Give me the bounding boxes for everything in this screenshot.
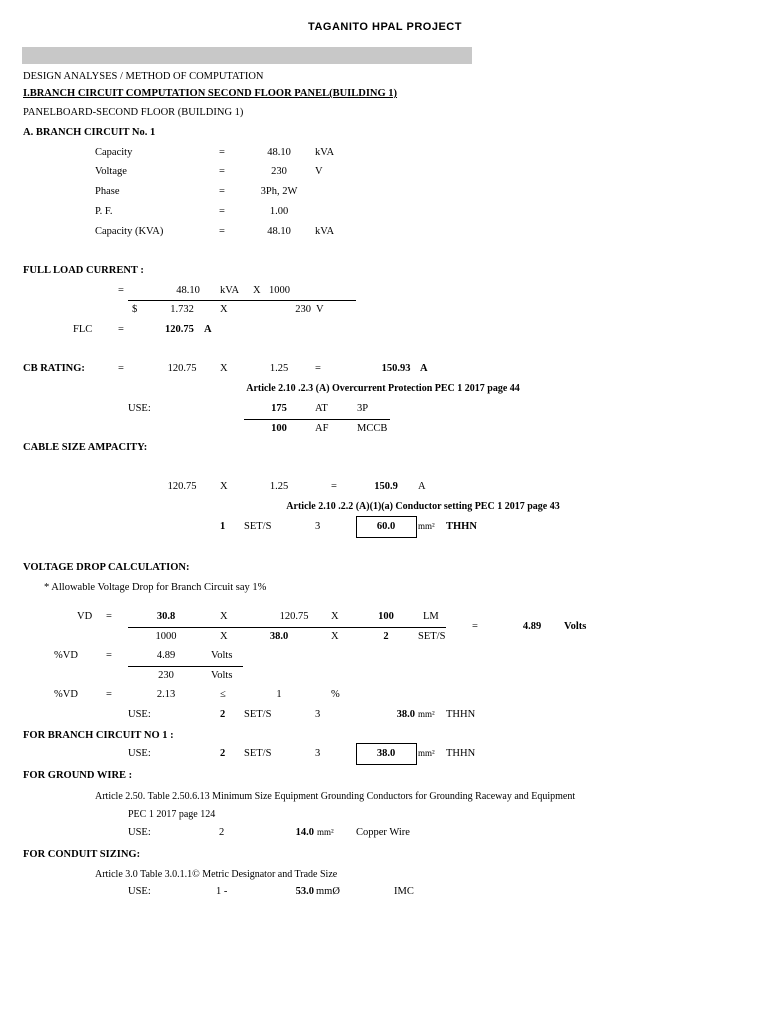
final-use-label: USE: — [128, 748, 151, 759]
vd-x2: X — [331, 611, 339, 622]
flc-den-unit: V — [316, 304, 324, 315]
pct2-eq: = — [106, 689, 112, 700]
pct-num: 4.89 — [156, 650, 176, 661]
cb-flc: 120.75 — [167, 363, 197, 374]
vd-dx1: X — [220, 631, 228, 642]
spec-unit: kVA — [315, 147, 335, 158]
cb-eq2: = — [315, 363, 321, 374]
spec-value: 48.10 — [267, 147, 291, 158]
section-header: DESIGN ANALYSES / METHOD OF COMPUTATION — [23, 71, 264, 82]
spec-eq: = — [219, 166, 225, 177]
spec-unit: V — [315, 166, 323, 177]
header-bar — [22, 47, 472, 64]
vd-n3-unit: LM — [423, 611, 439, 622]
fraction-line — [128, 300, 356, 301]
cable-heading: CABLE SIZE AMPACITY: — [23, 442, 148, 453]
ground-qty: 2 — [219, 827, 225, 838]
conduit-article: Article 3.0 Table 3.0.1.1© Metric Designator and Trade Size — [95, 869, 338, 880]
vd-use-size: 38.0 — [396, 709, 415, 720]
conduit-qty: 1 - — [216, 886, 228, 897]
spec-eq: = — [219, 186, 225, 197]
spec-label: P. F. — [95, 206, 113, 217]
vd-n3: 100 — [378, 611, 394, 622]
panel-name: PANELBOARD-SECOND FLOOR (BUILDING 1) — [23, 107, 244, 118]
spec-unit: kVA — [315, 226, 335, 237]
vd-d3: 2 — [383, 631, 389, 642]
vd-result-unit: Volts — [564, 621, 587, 632]
final-cores: 3 — [315, 748, 321, 759]
cable-size: 60.0 — [376, 521, 396, 532]
flc-result: 120.75 — [165, 324, 194, 335]
vd-use-sets: 2 — [220, 709, 226, 720]
ground-size: 14.0 — [295, 827, 314, 838]
spec-label: Capacity — [95, 147, 133, 158]
conduit-size-unit: mmØ — [316, 886, 340, 897]
cb-eq: = — [118, 363, 124, 374]
cb-article: Article 2.10 .2.3 (A) Overcurrent Protection PEC 1 2017 page 44 — [246, 383, 520, 394]
ground-use-label: USE: — [128, 827, 151, 838]
vd-dx2: X — [331, 631, 339, 642]
vd-d1: 1000 — [155, 631, 177, 642]
spec-label: Capacity (KVA) — [95, 226, 164, 237]
project-title: TAGANITO HPAL PROJECT — [308, 21, 462, 33]
vd-heading: VOLTAGE DROP CALCULATION: — [23, 562, 190, 573]
vd-label: VD — [77, 611, 93, 622]
cb-result: 150.93 — [381, 363, 411, 374]
flc-num-mult: 1000 — [269, 285, 290, 296]
branch-heading: A. BRANCH CIRCUIT No. 1 — [23, 127, 156, 138]
flc-num-x: X — [253, 285, 261, 296]
pct-den-unit: Volts — [211, 670, 233, 681]
cb-result-unit: A — [420, 363, 428, 374]
cb-poles: 3P — [357, 403, 369, 414]
conduit-type: IMC — [394, 886, 414, 897]
cable-cores: 3 — [315, 521, 321, 532]
final-wire: THHN — [446, 748, 476, 759]
pct2-unit: % — [331, 689, 340, 700]
vd-d2: 38.0 — [269, 631, 289, 642]
spec-label: Voltage — [95, 166, 127, 177]
final-sets-unit: SET/S — [244, 748, 272, 759]
conduit-use-label: USE: — [128, 886, 151, 897]
main-title: I.BRANCH CIRCUIT COMPUTATION SECOND FLOOR PANEL(BUILDING 1) — [23, 88, 398, 99]
spec-eq: = — [219, 147, 225, 158]
vd-x1: X — [220, 611, 228, 622]
cable-article: Article 2.10 .2.2 (A)(1)(a) Conductor setting PEC 1 2017 page 43 — [286, 501, 560, 512]
spec-value: 48.10 — [267, 226, 291, 237]
cable-result-unit: A — [418, 481, 426, 492]
spec-eq: = — [219, 206, 225, 217]
pct-den: 230 — [158, 670, 174, 681]
flc-den-value: 1.732 — [170, 304, 194, 315]
cb-af-value: 100 — [271, 423, 287, 434]
cable-factor: 1.25 — [269, 481, 289, 492]
vd-n1: 30.8 — [156, 611, 176, 622]
pct2-label: %VD — [54, 689, 78, 700]
final-sets: 2 — [220, 748, 226, 759]
cb-type: MCCB — [357, 423, 388, 434]
cable-size-unit: mm² — [418, 521, 435, 531]
final-heading: FOR BRANCH CIRCUIT NO 1 : — [23, 730, 174, 741]
pct2-value: 2.13 — [156, 689, 176, 700]
vd-eq3: = — [472, 621, 478, 632]
final-size: 38.0 — [376, 748, 396, 759]
cb-factor: 1.25 — [269, 363, 289, 374]
cable-sets-unit: SET/S — [244, 521, 272, 532]
flc-result-unit: A — [204, 324, 212, 335]
spec-value: 1.00 — [269, 206, 289, 217]
cb-at-unit: AT — [315, 403, 328, 414]
cb-at-value: 175 — [271, 403, 287, 414]
flc-num-value: 48.10 — [176, 285, 200, 296]
cable-sets: 1 — [220, 521, 226, 532]
ground-size-unit: mm² — [317, 827, 334, 837]
vd-use-size-unit: mm² — [418, 709, 435, 719]
spec-value: 3Ph, 2W — [260, 186, 298, 197]
pct-eq: = — [106, 650, 112, 661]
fraction-line — [128, 666, 243, 667]
conduit-size: 53.0 — [295, 886, 314, 897]
ground-heading: FOR GROUND WIRE : — [23, 770, 133, 781]
flc-den-x: X — [220, 304, 228, 315]
vd-eq: = — [106, 611, 112, 622]
spec-label: Phase — [95, 186, 120, 197]
cb-af-unit: AF — [315, 423, 329, 434]
cb-x: X — [220, 363, 228, 374]
cable-wire: THHN — [446, 521, 477, 532]
ground-ref: PEC 1 2017 page 124 — [128, 809, 216, 820]
pct2-limit: 1 — [276, 689, 282, 700]
ground-article: Article 2.50. Table 2.50.6.13 Minimum Size Equipment Grounding Conductors for Grounding Raceway and Equipment — [95, 791, 576, 802]
pct-num-unit: Volts — [211, 650, 233, 661]
flc-den-symbol: $ — [132, 304, 138, 315]
cable-result: 150.9 — [374, 481, 398, 492]
flc-label: FLC — [73, 324, 93, 335]
flc-den-volt: 230 — [295, 304, 311, 315]
cable-eq: = — [331, 481, 337, 492]
vd-d3-unit: SET/S — [418, 631, 446, 642]
spec-eq: = — [219, 226, 225, 237]
vd-n2: 120.75 — [279, 611, 309, 622]
flc-heading: FULL LOAD CURRENT : — [23, 265, 144, 276]
vd-use-label: USE: — [128, 709, 151, 720]
pct2-compare: ≤ — [220, 689, 226, 700]
vd-note: * Allowable Voltage Drop for Branch Circuit say 1% — [44, 582, 267, 593]
cable-x: X — [220, 481, 228, 492]
ground-wire: Copper Wire — [356, 827, 410, 838]
flc-eq2: = — [118, 324, 124, 335]
cb-heading: CB RATING: — [23, 363, 85, 374]
cable-flc: 120.75 — [167, 481, 197, 492]
fraction-line — [128, 627, 446, 628]
fraction-line — [244, 419, 390, 420]
pct-label: %VD — [54, 650, 78, 661]
vd-use-cores: 3 — [315, 709, 321, 720]
conduit-heading: FOR CONDUIT SIZING: — [23, 849, 141, 860]
spec-value: 230 — [271, 166, 287, 177]
cb-use-label: USE: — [128, 403, 151, 414]
final-size-unit: mm² — [418, 748, 435, 758]
vd-use-wire: THHN — [446, 709, 476, 720]
flc-eq: = — [118, 285, 124, 296]
flc-num-unit: kVA — [220, 285, 240, 296]
vd-use-sets-unit: SET/S — [244, 709, 272, 720]
vd-result: 4.89 — [522, 621, 542, 632]
